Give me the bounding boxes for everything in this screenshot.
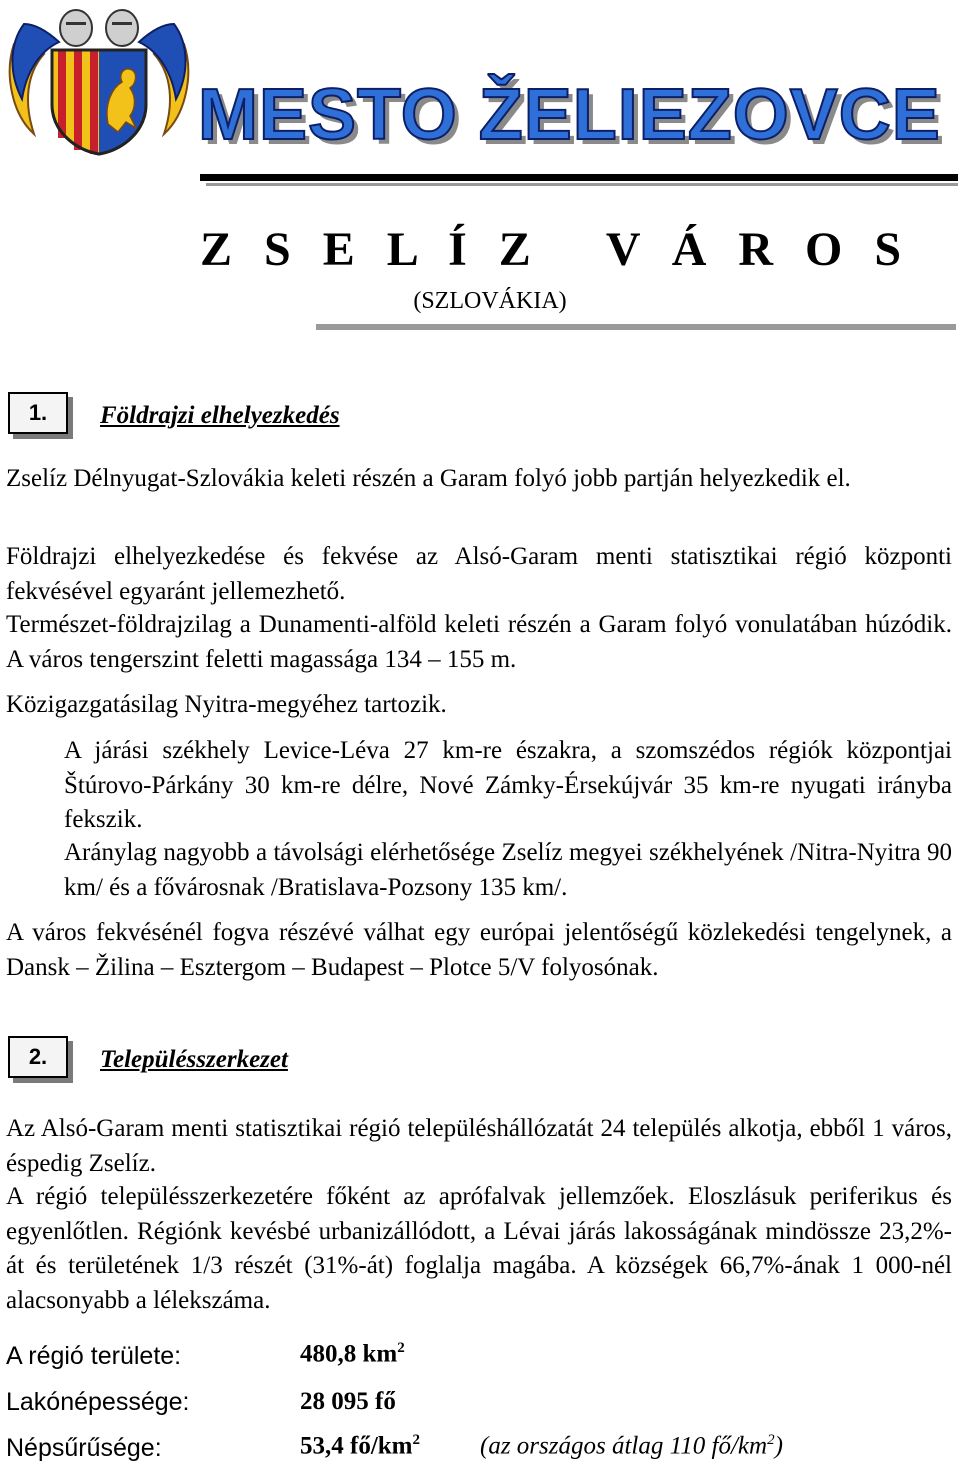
area-value: 480,8 $km^2$ [300, 1340, 405, 1368]
coat-of-arms-crest [4, 4, 194, 156]
section-number-badge: 2. [8, 1036, 68, 1078]
density-value: 53,4 $fő/km^2$ [300, 1432, 420, 1460]
area-label: A régió területe: [6, 1342, 182, 1370]
banner-title: MESTO ŽELIEZOVCE [198, 75, 941, 155]
section-paragraph: Közigazgatásilag Nyitra-megyéhez tartozik. [6, 691, 447, 718]
document-title: Z S E L Í Z V Á R O S [200, 223, 912, 276]
section-paragraph: A járási székhely Levice-Léva 27 km-re északra, a szomszédos régiók központjai Štúrovo-Párkány 30 km-re délre, Nové Zámky-Érsekújvár 35 km-re nyugati irányba fekszik. [64, 737, 952, 833]
section-paragraph: A régió településszerkezetére főként az aprófalvak jellemzőek. Eloszlásuk periferikus és egyenlőtlen. Régiónk kevésbé urbanizállódott, a Lévai járás lakosságának mindössze 23,2%-át és területének 1/3 részét (31%-át) foglalja magába. A községek 66,7%-ának 1 000-nél alacsonyabb a lélekszáma. [6, 1183, 952, 1314]
section-paragraph: Földrajzi elhelyezkedése és fekvése az Alsó-Garam menti statisztikai régió központi fekvésével egyaránt jellemezhető. [6, 543, 952, 605]
section-number-badge: 1. [8, 392, 68, 434]
population-value: 28 095 fő [300, 1388, 396, 1415]
section-paragraph: Az Alsó-Garam menti statisztikai régió településhállózatát 24 település alkotja, ebből 1 város, éspedig Zselíz. [6, 1115, 952, 1177]
section-paragraph: Zselíz Délnyugat-Szlovákia keleti részén a Garam folyó jobb partján helyezkedik el. [6, 465, 851, 492]
section-paragraph: A város fekvésénél fogva részévé válhat egy európai jelentőségű közlekedési tengelynek, a Dansk – Žilina – Esztergom – Budapest – Plotce 5/V folyosónak. [6, 919, 952, 981]
section-heading: Földrajzi elhelyezkedés [100, 402, 340, 429]
header-divider [200, 174, 958, 181]
section-paragraph: Természet-földrajzilag a Dunamenti-alföld keleti részén a Garam folyó vonulatában húzódik. A város tengerszint feletti magassága 134 – 155 m. [6, 611, 952, 673]
document-subtitle: (SZLOVÁKIA) [413, 288, 567, 314]
density-note: (az országos átlag 110 $fő/km^2$) [480, 1432, 783, 1460]
density-label: Népsűrűsége: [6, 1434, 162, 1462]
population-label: Lakónépessége: [6, 1388, 190, 1416]
header-divider-shadow [206, 183, 958, 186]
section-heading: Településszerkezet [100, 1046, 288, 1073]
section-paragraph: Aránylag nagyobb a távolsági elérhetősége Zselíz megyei székhelyének /Nitra-Nyitra 90 km/ és a fővárosnak /Bratislava-Pozsony 135 km/. [64, 839, 952, 901]
title-divider [316, 324, 956, 330]
